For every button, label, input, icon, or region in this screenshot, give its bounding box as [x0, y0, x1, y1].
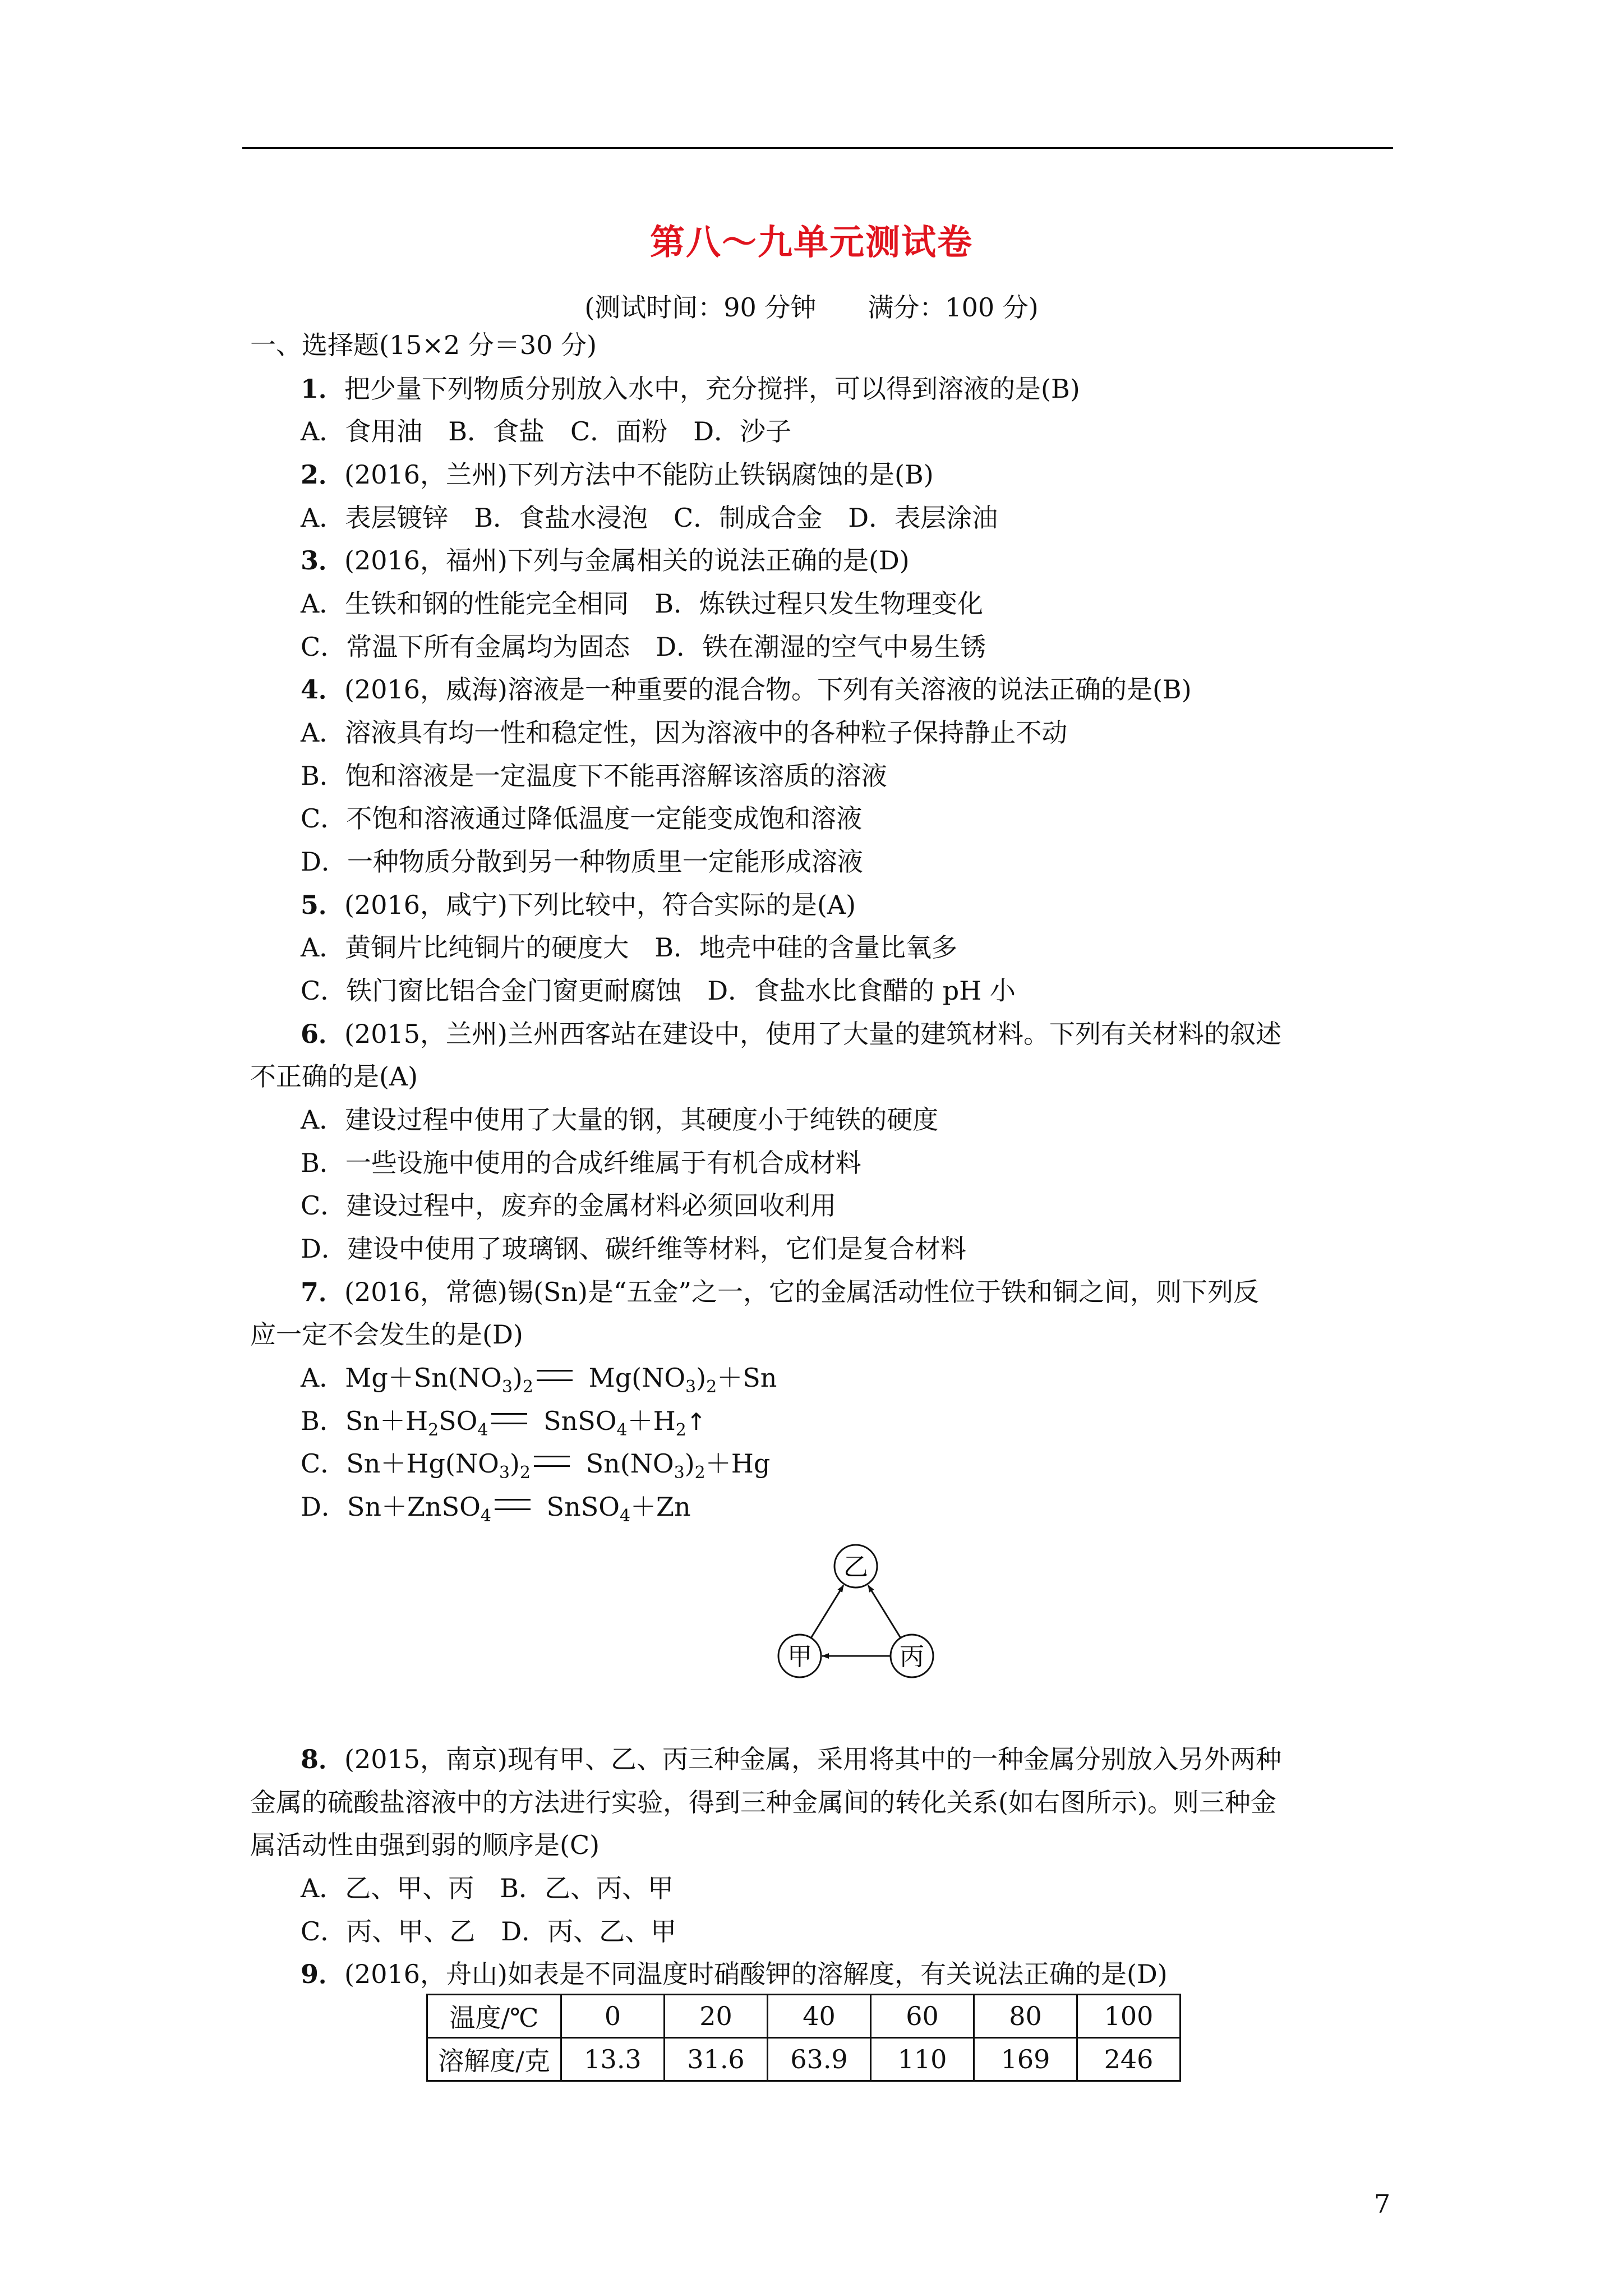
table-row — [427, 1995, 1181, 2038]
question-8-options-ab: A．乙、甲、丙 B．乙、丙、甲 — [301, 1873, 674, 1903]
node-yi-label: 乙 — [843, 1553, 868, 1581]
section-heading: 一、选择题(15×2 分＝30 分) — [250, 330, 597, 360]
table-cell: 169 — [974, 2038, 1077, 2081]
page-number: 7 — [1374, 2189, 1391, 2219]
arrow-jia-to-yi — [811, 1585, 843, 1638]
page-title: 第八～九单元测试卷 — [649, 222, 973, 263]
question-6: 6．(2015，兰州)兰州西客站在建设中，使用了大量的建筑材料。下列有关材料的叙述 — [301, 1019, 1281, 1049]
table-cell: 20 — [665, 1995, 768, 2038]
table-cell: 246 — [1077, 2038, 1181, 2081]
node-bing-label: 丙 — [900, 1642, 924, 1671]
question-7-option-d: D．Sn＋ZnSO$_4$ SnSO$_4$＋Zn — [301, 1492, 691, 1526]
question-4-option-b: B．饱和溶液是一定温度下不能再溶解该溶质的溶液 — [301, 761, 887, 791]
table-header-cell: 温度/℃ — [427, 1995, 561, 2038]
table-cell: 63.9 — [768, 2038, 871, 2081]
question-4-option-c: C．不饱和溶液通过降低温度一定能变成饱和溶液 — [301, 803, 863, 834]
header-rule — [242, 147, 1393, 149]
arrow-bing-to-yi — [868, 1585, 901, 1638]
question-4-option-d: D．一种物质分散到另一种物质里一定能形成溶液 — [301, 846, 863, 877]
question-9: 9．(2016，舟山)如表是不同温度时硝酸钾的溶解度，有关说法正确的是(D) — [301, 1959, 1168, 1989]
equals-sign — [495, 1499, 531, 1510]
question-5-options-cd: C．铁门窗比铝合金门窗更耐腐蚀 D．食盐水比食醋的 pH 小 — [301, 976, 1016, 1006]
question-7-option-a: A．$Mg+Sn(NO_3)_2$ $Mg(NO_3)_2+Sn$ — [301, 1363, 777, 1397]
equals-sign — [534, 1456, 570, 1467]
metal-conversion-diagram — [772, 1542, 940, 1692]
question-8: 8．(2015，南京)现有甲、乙、丙三种金属，采用将其中的一种金属分别放入另外两种 — [301, 1744, 1281, 1774]
question-8-continued-2: 属活动性由强到弱的顺序是(C) — [250, 1830, 600, 1860]
gas-arrow-icon: ↑ — [686, 1408, 706, 1435]
table-cell: 80 — [974, 1995, 1077, 2038]
question-3-options-ab: A．生铁和钢的性能完全相同 B．炼铁过程只发生物理变化 — [301, 588, 984, 619]
equals-sign — [491, 1413, 527, 1424]
question-7-option-b: B．$Sn+H_2SO_4$ $SnSO_4+H_2↑$ — [301, 1406, 706, 1440]
question-6-option-c: C．建设过程中，废弃的金属材料必须回收利用 — [301, 1190, 837, 1221]
question-5-options-ab: A．黄铜片比纯铜片的硬度大 B．地壳中硅的含量比氧多 — [301, 932, 958, 963]
table-header-cell: 溶解度/克 — [427, 2038, 561, 2081]
table-cell: 31.6 — [665, 2038, 768, 2081]
question-4-option-a: A．溶液具有均一性和稳定性，因为溶液中的各种粒子保持静止不动 — [301, 717, 1068, 748]
question-3: 3．(2016，福州)下列与金属相关的说法正确的是(D) — [301, 545, 910, 576]
question-4: 4．(2016，威海)溶液是一种重要的混合物。下列有关溶液的说法正确的是(B) — [301, 674, 1192, 705]
question-8-continued: 金属的硫酸盐溶液中的方法进行实验，得到三种金属间的转化关系(如右图所示)。则三种金 — [250, 1787, 1276, 1818]
table-cell: 110 — [871, 2038, 974, 2081]
node-jia-label: 甲 — [787, 1642, 812, 1671]
question-7-option-c: C．$Sn+Hg(NO_3)_2$ $Sn(NO_3)_2+Hg$ — [301, 1448, 771, 1483]
table-row — [427, 2038, 1181, 2081]
question-6-option-d: D．建设中使用了玻璃钢、碳纤维等材料，它们是复合材料 — [301, 1234, 966, 1264]
question-3-options-cd: C．常温下所有金属均为固态 D．铁在潮湿的空气中易生锈 — [301, 632, 986, 662]
table-cell: 100 — [1077, 1995, 1181, 2038]
question-1-options: A．食用油 B．食盐 C．面粉 D．沙子 — [301, 416, 792, 447]
table-cell: 0 — [561, 1995, 665, 2038]
question-2-options: A．表层镀锌 B．食盐水浸泡 C．制成合金 D．表层涂油 — [301, 503, 998, 533]
question-6-option-b: B．一些设施中使用的合成纤维属于有机合成材料 — [301, 1148, 861, 1178]
equals-sign — [537, 1370, 573, 1381]
table-cell: 60 — [871, 1995, 974, 2038]
question-7-continued: 应一定不会发生的是(D) — [250, 1319, 523, 1350]
table-cell: 40 — [768, 1995, 871, 2038]
question-1: 1．把少量下列物质分别放入水中，充分搅拌，可以得到溶液的是(B) — [301, 374, 1080, 404]
question-8-options-cd: C．丙、甲、乙 D．丙、乙、甲 — [301, 1916, 677, 1947]
test-meta: (测试时间：90 分钟 满分：100 分) — [584, 292, 1039, 323]
question-7: 7．(2016，常德)锡(Sn)是“五金”之一，它的金属活动性位于铁和铜之间，则下列反 — [301, 1277, 1260, 1307]
question-6-option-a: A．建设过程中使用了大量的钢，其硬度小于纯铁的硬度 — [301, 1105, 939, 1135]
question-2: 2．(2016，兰州)下列方法中不能防止铁锅腐蚀的是(B) — [301, 459, 934, 490]
question-6-continued: 不正确的是(A) — [250, 1061, 418, 1092]
table-cell: 13.3 — [561, 2038, 665, 2081]
question-5: 5．(2016，咸宁)下列比较中，符合实际的是(A) — [301, 890, 856, 920]
solubility-table — [426, 1994, 1181, 2082]
